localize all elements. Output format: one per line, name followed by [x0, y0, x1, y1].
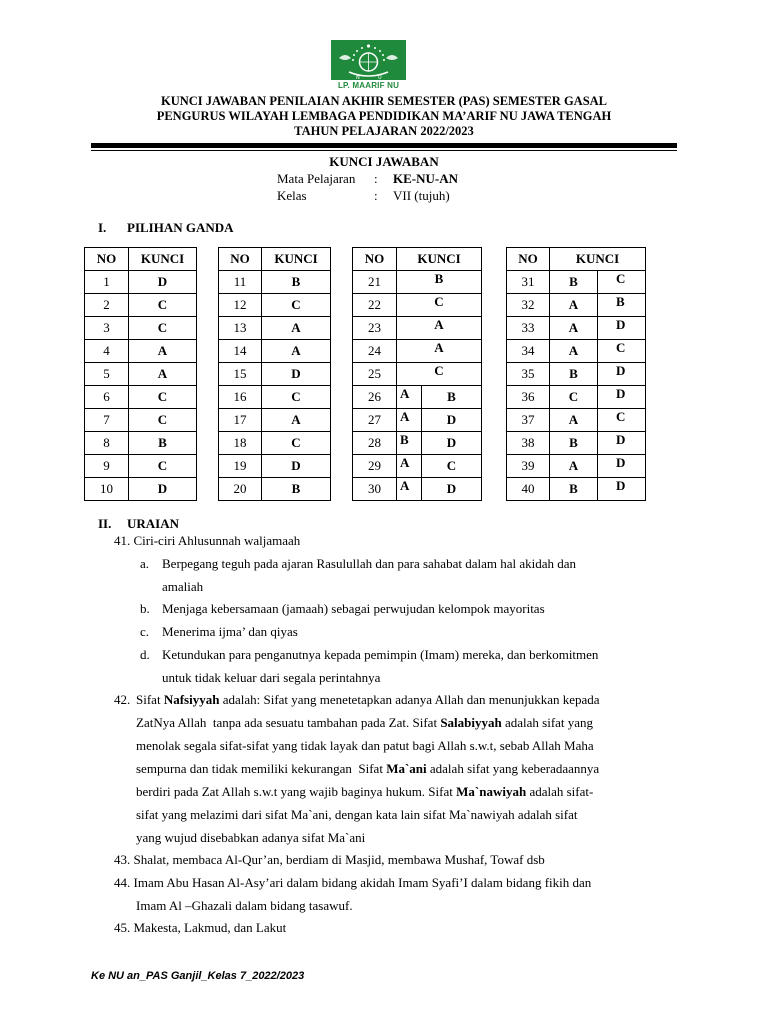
header-key: KUNCI [550, 248, 646, 271]
row-no: 23 [353, 317, 397, 340]
header-key: KUNCI [129, 248, 197, 271]
text-run: ZatNya Allah tanpa ada sesuatu tambahan pada Zat. Sifat [136, 715, 441, 730]
table-row [507, 478, 646, 501]
row-no: 3 [85, 317, 129, 340]
row-key-a: B [550, 363, 598, 386]
row-no: 40 [507, 478, 550, 501]
row-key: B [129, 432, 197, 455]
text-run: adalah: Sifat yang menetetapkan adanya Allah dan menunjukkan kepada [219, 692, 600, 707]
row-key: A [397, 340, 482, 363]
essay-q41d-line1: Ketundukan para penganutnya kepada pemimpin (Imam) mereka, dan berkomitmen [162, 647, 599, 662]
row-key-a: A [397, 455, 422, 478]
table-row [85, 340, 197, 363]
table-row [85, 409, 197, 432]
row-key: A [397, 317, 482, 340]
row-key-b: B [422, 386, 482, 409]
row-key-a: A [397, 409, 422, 432]
section-1-title: PILIHAN GANDA [127, 220, 234, 235]
table-row [507, 409, 646, 432]
row-no: 1 [85, 271, 129, 294]
table-row [85, 455, 197, 478]
row-key: C [262, 432, 331, 455]
header-key: KUNCI [397, 248, 482, 271]
list-marker: c. [140, 624, 150, 639]
row-no: 5 [85, 363, 129, 386]
subject-colon: : [374, 171, 378, 186]
row-no: 29 [353, 455, 397, 478]
header-rule-thin [91, 150, 677, 151]
table-row [85, 386, 197, 409]
row-no: 32 [507, 294, 550, 317]
table-row [219, 294, 331, 317]
lp-maarif-logo [331, 40, 406, 90]
term-salabiyyah: Salabiyyah [440, 715, 502, 730]
row-key-b: C [422, 455, 482, 478]
table-row [353, 317, 482, 340]
table-row [219, 317, 331, 340]
row-no: 11 [219, 271, 262, 294]
row-key-a: A [550, 317, 598, 340]
term-maani: Ma`ani [386, 761, 427, 776]
row-no: 8 [85, 432, 129, 455]
row-key-a: B [550, 432, 598, 455]
table-row [85, 317, 197, 340]
essay-q42-line1 [136, 688, 600, 711]
row-key: C [129, 317, 197, 340]
list-marker: b. [140, 601, 150, 616]
row-key: D [262, 455, 331, 478]
class-colon: : [374, 188, 378, 203]
class-value: VII (tujuh) [393, 188, 450, 203]
row-key-a: B [550, 271, 598, 294]
class-label: Kelas [277, 188, 307, 203]
subject-label: Mata Pelajaran [277, 171, 356, 186]
table-row [85, 432, 197, 455]
essay-q42-line6: sifat yang melazimi dari sifat Ma`ani, dengan kata lain sifat Ma`nawiyah adalah sifat [136, 807, 578, 822]
row-key: C [397, 363, 482, 386]
essay-q41b: Menjaga kebersamaan (jamaah) sebagai perwujudan kelompok mayoritas [162, 601, 545, 616]
term-nafsiyyah: Nafsiyyah [163, 692, 220, 707]
row-no: 17 [219, 409, 262, 432]
header-no: NO [353, 248, 397, 271]
row-no: 27 [353, 409, 397, 432]
row-key-b: D [598, 455, 646, 478]
row-key-a: A [550, 340, 598, 363]
table-row [85, 478, 197, 501]
header-no: NO [507, 248, 550, 271]
row-key: A [262, 317, 331, 340]
table-row [507, 363, 646, 386]
row-key-a: B [550, 478, 598, 501]
header-line-3: TAHUN PELAJARAN 2022/2023 [294, 124, 474, 138]
row-no: 24 [353, 340, 397, 363]
row-key-b: D [598, 386, 646, 409]
table-row [219, 432, 331, 455]
essay-q41a-line2: amaliah [162, 579, 204, 594]
essay-q42-line3: menolak segala sifat-sifat yang tidak layak dan patut bagi Allah s.w.t, sebab Allah Maha [136, 738, 594, 753]
table-row [219, 386, 331, 409]
row-no: 28 [353, 432, 397, 455]
text-run: adalah sifat yang keberadaannya [426, 761, 600, 776]
row-key: B [262, 478, 331, 501]
answer-table-1 [84, 247, 197, 501]
row-no: 22 [353, 294, 397, 317]
essay-q41c: Menerima ijma’ dan qiyas [162, 624, 298, 639]
essay-q43: 43. Shalat, membaca Al-Qur’an, berdiam di Masjid, membawa Mushaf, Towaf dsb [114, 852, 545, 867]
row-key: C [262, 294, 331, 317]
row-no: 15 [219, 363, 262, 386]
essay-q42-number: 42. [114, 692, 131, 707]
table-row [353, 478, 482, 501]
row-key-b: C [598, 271, 646, 294]
row-key: C [129, 455, 197, 478]
row-key-b: D [422, 409, 482, 432]
answer-table-3 [352, 247, 482, 501]
row-key-a: A [550, 294, 598, 317]
row-key: A [262, 409, 331, 432]
row-no: 31 [507, 271, 550, 294]
row-no: 16 [219, 386, 262, 409]
table-row [507, 294, 646, 317]
list-marker: d. [140, 647, 150, 662]
row-key-a: B [397, 432, 422, 455]
table-row [219, 478, 331, 501]
answer-table-4 [506, 247, 646, 501]
row-key: A [262, 340, 331, 363]
row-no: 7 [85, 409, 129, 432]
row-key: A [129, 363, 197, 386]
table-row [85, 294, 197, 317]
row-key-b: D [598, 432, 646, 455]
row-key: C [129, 386, 197, 409]
row-key: A [129, 340, 197, 363]
row-no: 2 [85, 294, 129, 317]
table-row [219, 271, 331, 294]
row-key: C [129, 409, 197, 432]
row-no: 30 [353, 478, 397, 501]
page-footer: Ke NU an_PAS Ganjil_Kelas 7_2022/2023 [91, 970, 305, 982]
row-no: 4 [85, 340, 129, 363]
table-row [507, 271, 646, 294]
row-key-b: D [422, 432, 482, 455]
table-row [219, 363, 331, 386]
essay-q42-line5 [136, 780, 593, 803]
row-no: 35 [507, 363, 550, 386]
row-no: 33 [507, 317, 550, 340]
text-run: Sifat [136, 692, 164, 707]
row-key-b: B [598, 294, 646, 317]
header-key: KUNCI [262, 248, 331, 271]
essay-q41: 41. Ciri-ciri Ahlusunnah waljamaah [114, 533, 301, 548]
essay-q41d-line2: untuk tidak keluar dari segala perintahnya [162, 670, 381, 685]
row-no: 26 [353, 386, 397, 409]
table-row [85, 363, 197, 386]
row-no: 14 [219, 340, 262, 363]
essay-q45: 45. Makesta, Lakmud, dan Lakut [114, 920, 287, 935]
table-row [219, 455, 331, 478]
row-key-b: D [598, 478, 646, 501]
row-key-b: C [598, 409, 646, 432]
row-key: B [262, 271, 331, 294]
table-row [353, 432, 482, 455]
essay-q44-line2: Imam Al –Ghazali dalam bidang tasawuf. [136, 898, 353, 913]
essay-q42-line4 [136, 757, 599, 780]
row-no: 9 [85, 455, 129, 478]
row-key-b: D [598, 317, 646, 340]
text-run: sempurna dan tidak memiliki kekurangan Sifat [136, 761, 387, 776]
term-manawiyah: Ma`nawiyah [456, 784, 527, 799]
row-no: 39 [507, 455, 550, 478]
row-no: 10 [85, 478, 129, 501]
text-run: adalah sifat yang [501, 715, 594, 730]
row-no: 12 [219, 294, 262, 317]
row-key-b: C [598, 340, 646, 363]
text-run: adalah sifat- [526, 784, 594, 799]
row-key-a: C [550, 386, 598, 409]
row-no: 25 [353, 363, 397, 386]
row-no: 20 [219, 478, 262, 501]
table-row [353, 271, 482, 294]
header-no: NO [85, 248, 129, 271]
row-key-a: A [550, 409, 598, 432]
table-row [353, 455, 482, 478]
essay-q44-line1: 44. Imam Abu Hasan Al-Asy’ari dalam bidang akidah Imam Syafi’I dalam bidang fikih dan [114, 875, 592, 890]
section-2-number: II. [98, 516, 112, 531]
header-line-1: KUNCI JAWABAN PENILAIAN AKHIR SEMESTER (PAS) SEMESTER GASAL [160, 94, 608, 108]
table-row [85, 271, 197, 294]
header-rule-thick [91, 143, 677, 148]
table-row [353, 409, 482, 432]
list-marker: a. [140, 556, 150, 571]
row-no: 6 [85, 386, 129, 409]
row-key-a: A [397, 478, 422, 501]
doc-title: KUNCI JAWABAN [329, 154, 439, 169]
row-key: B [397, 271, 482, 294]
row-no: 34 [507, 340, 550, 363]
essay-q41a-line1: Berpegang teguh pada ajaran Rasulullah dan para sahabat dalam hal akidah dan [162, 556, 577, 571]
table-row [507, 455, 646, 478]
table-row [219, 409, 331, 432]
essay-q42-line7: yang wujud disebabkan adanya sifat Ma`ani [136, 830, 366, 845]
row-key-a: A [397, 386, 422, 409]
table-row [353, 294, 482, 317]
row-no: 19 [219, 455, 262, 478]
row-no: 36 [507, 386, 550, 409]
row-key: C [129, 294, 197, 317]
row-key: D [262, 363, 331, 386]
table-row [507, 386, 646, 409]
row-key-a: A [550, 455, 598, 478]
row-key: C [262, 386, 331, 409]
answer-table-2 [218, 247, 331, 501]
logo-caption: LP. MAARIF NU [337, 81, 400, 90]
section-1-number: I. [98, 220, 107, 235]
header-no: NO [219, 248, 262, 271]
table-row [507, 340, 646, 363]
nu-emblem-icon [331, 40, 406, 80]
table-row [353, 386, 482, 409]
essay-q42-line2 [136, 711, 593, 734]
table-row [219, 340, 331, 363]
svg-text:U: U [378, 75, 382, 80]
text-run: berdiri pada Zat Allah s.w.t yang wajib baginya hukum. Sifat [136, 784, 457, 799]
row-no: 18 [219, 432, 262, 455]
table-row [507, 432, 646, 455]
table-row [353, 363, 482, 386]
header-line-2: PENGURUS WILAYAH LEMBAGA PENDIDIKAN MA’ARIF NU JAWA TENGAH [156, 109, 612, 123]
row-key-b: D [598, 363, 646, 386]
row-no: 21 [353, 271, 397, 294]
subject-value: KE-NU-AN [393, 171, 458, 186]
section-2-title: URAIAN [127, 516, 179, 531]
row-no: 37 [507, 409, 550, 432]
row-key-b: D [422, 478, 482, 501]
table-row [353, 340, 482, 363]
svg-text:N: N [356, 75, 360, 80]
row-no: 13 [219, 317, 262, 340]
table-row [507, 317, 646, 340]
row-no: 38 [507, 432, 550, 455]
row-key: D [129, 271, 197, 294]
row-key: C [397, 294, 482, 317]
row-key: D [129, 478, 197, 501]
